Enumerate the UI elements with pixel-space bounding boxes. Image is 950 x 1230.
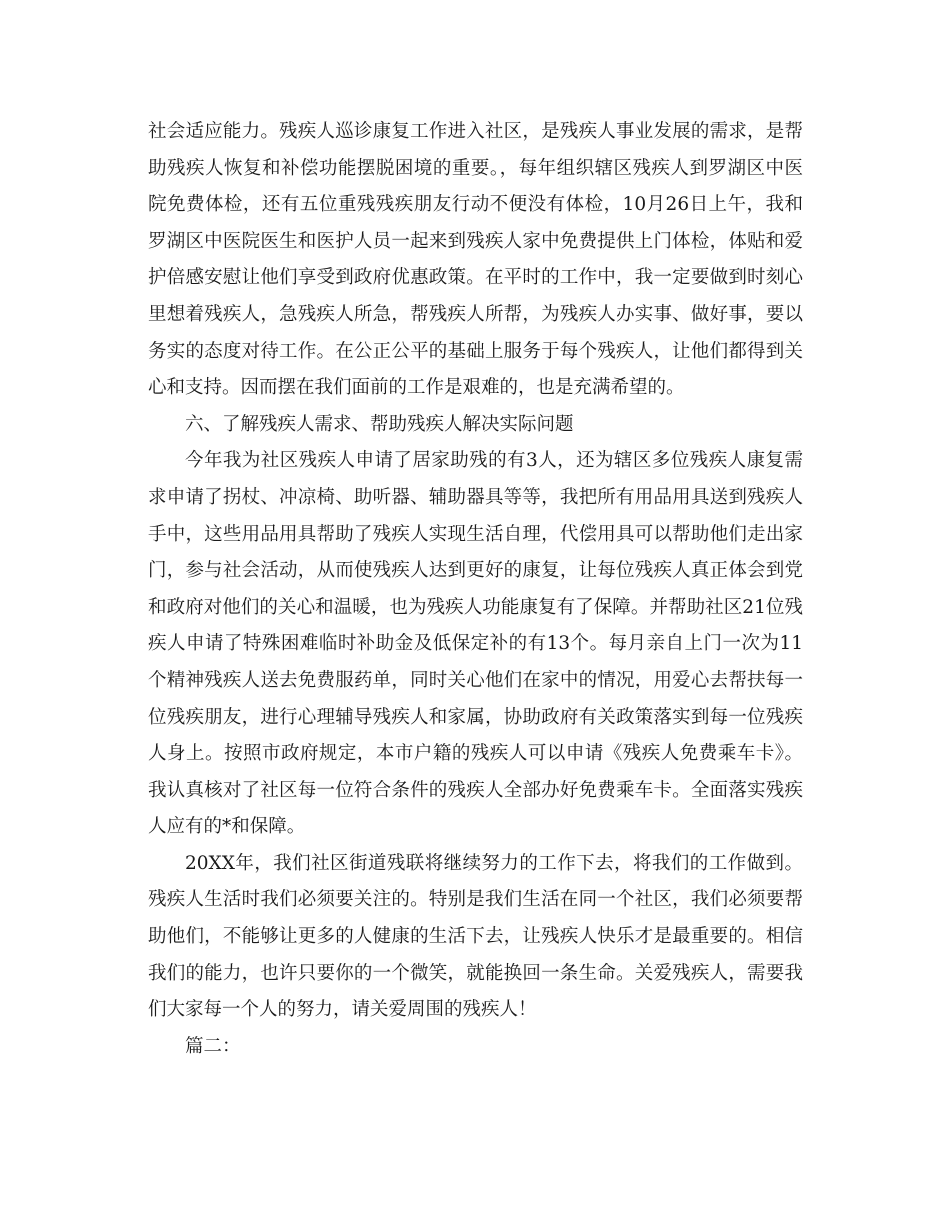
part-two-heading: 篇二： [185,1035,241,1057]
paragraph-help-details: 今年我为社区残疾人申请了居家助残的有3人，还为辖区多位残疾人康复需求申请了拐杖、冲凉椅、助听器、辅助器具等等，我把所有用品用具送到残疾人手中，这些用品用具帮助了残疾人实现生活自理，代偿用具可以帮助他们走出家门，参与社会活动，从而使残疾人达到更好的康复，让每位残疾人真正体会到党和政府对他们的关心和温暖，也为残疾人功能康复有了保障。并帮助社区21位残疾人申请了特殊困难临时补助金及低保定补的有13个。每月亲自上门一次为11个精神残疾人送去免费服药单，同时关心他们在家中的情况，用爱心去帮扶每一位残疾朋友，进行心理辅导残疾人和家属，协助政府有关政策落实到每一位残疾人身上。按照市政府规定，本市户籍的残疾人可以申请《残疾人免费乘车卡》。我认真核对了社区每一位符合条件的残疾人全部办好免费乘车卡。全面落实残疾人应有的*和保障。 [148,450,803,838]
section-heading: 六、了解残疾人需求、帮助残疾人解决实际问题 [185,413,574,435]
document-body [148,114,803,1065]
paragraph-continuation: 社会适应能力。残疾人巡诊康复工作进入社区，是残疾人事业发展的需求，是帮助残疾人恢复和补偿功能摆脱困境的重要。，每年组织辖区残疾人到罗湖区中医院免费体检，还有五位重残残疾朋友行动不便没有体检，10月26日上午，我和罗湖区中医院医生和医护人员一起来到残疾人家中免费提供上门体检，体贴和爱护倍感安慰让他们享受到政府优惠政策。在平时的工作中，我一定要做到时刻心里想着残疾人，急残疾人所急，帮残疾人所帮，为残疾人办实事、做好事，要以务实的态度对待工作。在公正公平的基础上服务于每个残疾人，让他们都得到关心和支持。因而摆在我们面前的工作是艰难的，也是充满希望的。 [148,121,803,399]
paragraph-outlook: 20XX年，我们社区街道残联将继续努力的工作下去，将我们的工作做到。残疾人生活时我们必须要关注的。特别是我们生活在同一个社区，我们必须要帮助他们，不能够让更多的人健康的生活下去，让残疾人快乐才是最重要的。相信我们的能力，也许只要你的一个微笑，就能换回一条生命。关爱残疾人，需要我们大家每一个人的努力，请关爱周围的残疾人！ [148,852,803,1021]
